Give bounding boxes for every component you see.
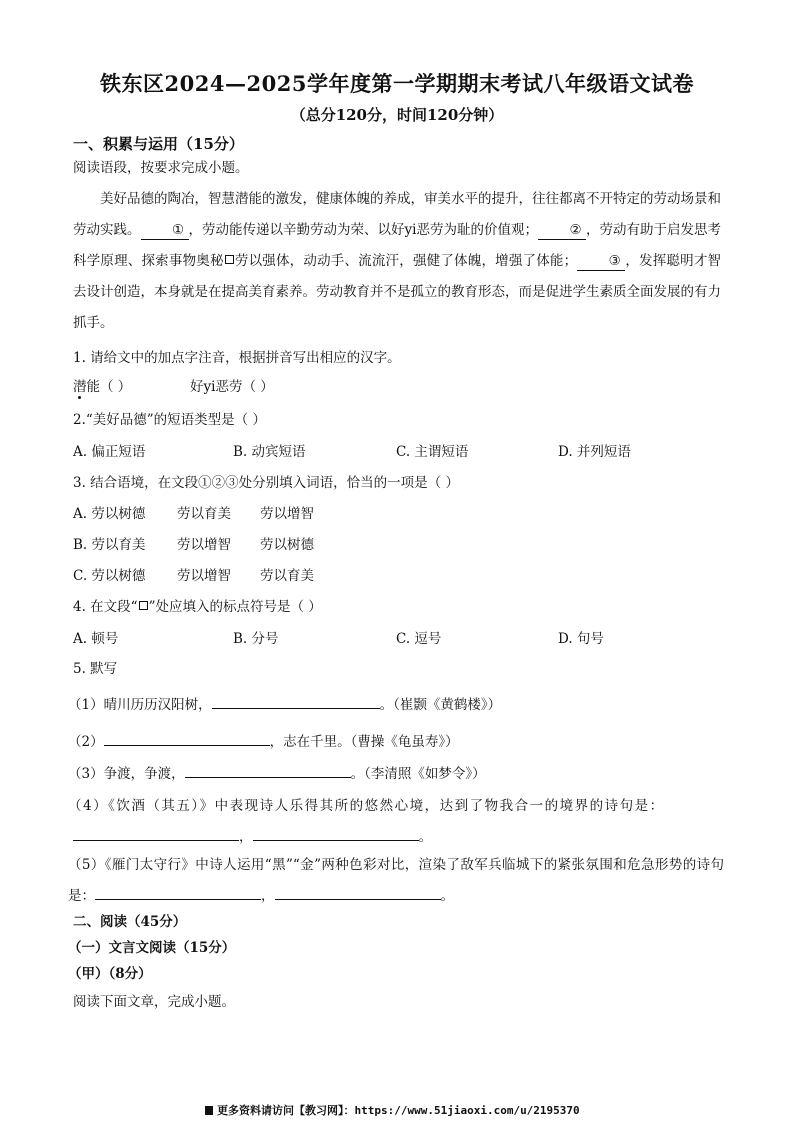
q3-option-b [73, 533, 733, 555]
q3-option-a [73, 502, 733, 524]
q5-4-answer-blank-2[interactable] [253, 840, 419, 841]
q4-option-b: B. 分号 [233, 631, 279, 647]
q3-c-word-2: 劳以增智 [177, 568, 231, 584]
q5-stem: 5. 默写 [73, 661, 118, 677]
section2-heading: 二、阅读（45分） [73, 914, 187, 930]
q3-a-word-3: 劳以增智 [260, 506, 314, 522]
q5-5-answer-blank-1[interactable] [95, 899, 261, 900]
exam-title: 铁东区2024—2025学年度第一学期期末考试八年级语文试卷 [100, 71, 694, 96]
q5-5-text: （5）《雁门太守行》中诗人运用“黑”“金”两种色彩对比，渲染了敌军兵临城下的紧张氛围和危急形势的诗句是： [68, 857, 724, 904]
q5-3-pre: （3）争渡，争渡， [68, 766, 185, 782]
q3-stem: 3. 结合语境，在文段①②③处分别填入词语，恰当的一项是（ ） [73, 475, 459, 491]
q1-dotted-char: 潜 [73, 379, 87, 395]
passage [73, 184, 721, 339]
q3-c-word-1: C. 劳以树德 [73, 568, 146, 584]
section2-part-heading: （甲）（8分） [68, 966, 152, 982]
q4-option-d: D. 句号 [558, 631, 604, 647]
q5-1-answer-blank[interactable] [212, 708, 380, 709]
punctuation-box-icon [139, 601, 148, 610]
q5-line-3 [68, 762, 728, 784]
q2-options [73, 440, 733, 462]
passage-text-2: ，劳动能传递以辛勤劳动为荣、以好yi恶劳为耻的价值观； [188, 222, 538, 238]
passage-text-3: ，劳动有助于启发思考科学原理、探索事物奥秘 [73, 222, 722, 269]
q5-1-post: 。（崔颢《黄鹤楼》） [379, 697, 502, 713]
section2-sub-heading: （一）文言文阅读（15分） [68, 940, 236, 956]
q1-item-1-rest: 能（ ） [86, 379, 132, 395]
passage-text-5: ，发挥聪明才智去设计创造，本身就是在提高美育素养。劳动教育并不是孤立的教育形态，而是促进学生素质全面发展的有力抓手。 [73, 253, 722, 331]
q2-option-a: A. 偏正短语 [73, 444, 146, 460]
q3-a-word-1: A. 劳以树德 [73, 506, 146, 522]
q2-option-d: D. 并列短语 [558, 444, 631, 460]
q5-4-answer-blank-1[interactable] [73, 840, 239, 841]
q5-2-answer-blank[interactable] [104, 745, 270, 746]
q4-options [73, 627, 733, 649]
footer-text: 更多资料请访问【教习网】：https://www.51jiaoxi.com/u/2195370 [217, 1104, 580, 1117]
q5-line-5 [68, 850, 724, 912]
q5-line-2 [68, 730, 728, 752]
section1-heading: 一、积累与运用（15分） [73, 135, 244, 153]
passage-text-4: 劳以强体，动动手、流流汗，强健了体魄，增强了体能； [234, 253, 578, 269]
q5-5-end: 。 [440, 888, 454, 904]
q2-option-b: B. 动宾短语 [233, 444, 306, 460]
passage-text-1: 美好品德的陶冶，智慧潜能的激发，健康体魄的养成，审美水平的提升，往往都离不开特定的劳动场景和劳动实践。 [73, 191, 721, 238]
exam-subtitle: （总分120分，时间120分钟） [290, 106, 504, 124]
footer-link[interactable] [205, 1102, 580, 1118]
q3-a-word-2: 劳以育美 [177, 506, 231, 522]
q5-2-post: ，志在千里。（曹操《龟虽寿》） [269, 734, 459, 750]
passage-blank-2: ② [538, 221, 586, 240]
q5-3-post: 。（李清照《如梦令》） [350, 766, 486, 782]
q3-option-c [73, 564, 733, 586]
q5-5-mid: ， [261, 888, 275, 904]
q5-1-pre: （1）晴川历历汉阳树， [68, 697, 212, 713]
q3-b-word-3: 劳以树德 [260, 537, 314, 553]
q2-stem: 2.“美好品德”的短语类型是（ ） [73, 412, 266, 428]
passage-blank-1: ① [141, 221, 189, 240]
q5-5-answer-blank-2[interactable] [275, 899, 441, 900]
q1-item-1 [73, 375, 131, 395]
q5-4-end: 。 [418, 829, 432, 845]
q5-line-1 [68, 693, 728, 715]
q3-b-word-2: 劳以增智 [177, 537, 231, 553]
q1-item-2: 好yi恶劳（ ） [190, 379, 274, 395]
q3-c-word-3: 劳以育美 [260, 568, 314, 584]
q4-stem [73, 595, 733, 617]
flag-icon [205, 1106, 213, 1115]
passage-blank-3: ③ [577, 252, 625, 271]
q5-2-pre: （2） [68, 734, 104, 750]
q4-option-a: A. 顿号 [73, 631, 119, 647]
q2-option-c: C. 主谓短语 [396, 444, 469, 460]
q1-items [73, 375, 733, 397]
punctuation-box-icon [225, 255, 234, 264]
q1-stem: 1. 请给文中的加点字注音，根据拼音写出相应的汉字。 [73, 350, 401, 366]
q5-3-answer-blank[interactable] [185, 777, 351, 778]
q5-line-4: （4）《饮酒（其五）》中表现诗人乐得其所的悠然心境，达到了物我合一的境界的诗句是： [68, 798, 665, 814]
section2-instruction: 阅读下面文章，完成小题。 [73, 994, 235, 1010]
q3-b-word-1: B. 劳以育美 [73, 537, 146, 553]
q4-option-c: C. 逗号 [396, 631, 442, 647]
section1-instruction: 阅读语段，按要求完成小题。 [73, 160, 249, 176]
q5-4-mid: ， [239, 829, 253, 845]
q5-line-4-answers [73, 825, 733, 847]
q4-stem-pre: 4. 在文段“ [73, 599, 138, 615]
q4-stem-post: ”处应填入的标点符号是（ ） [148, 599, 322, 615]
